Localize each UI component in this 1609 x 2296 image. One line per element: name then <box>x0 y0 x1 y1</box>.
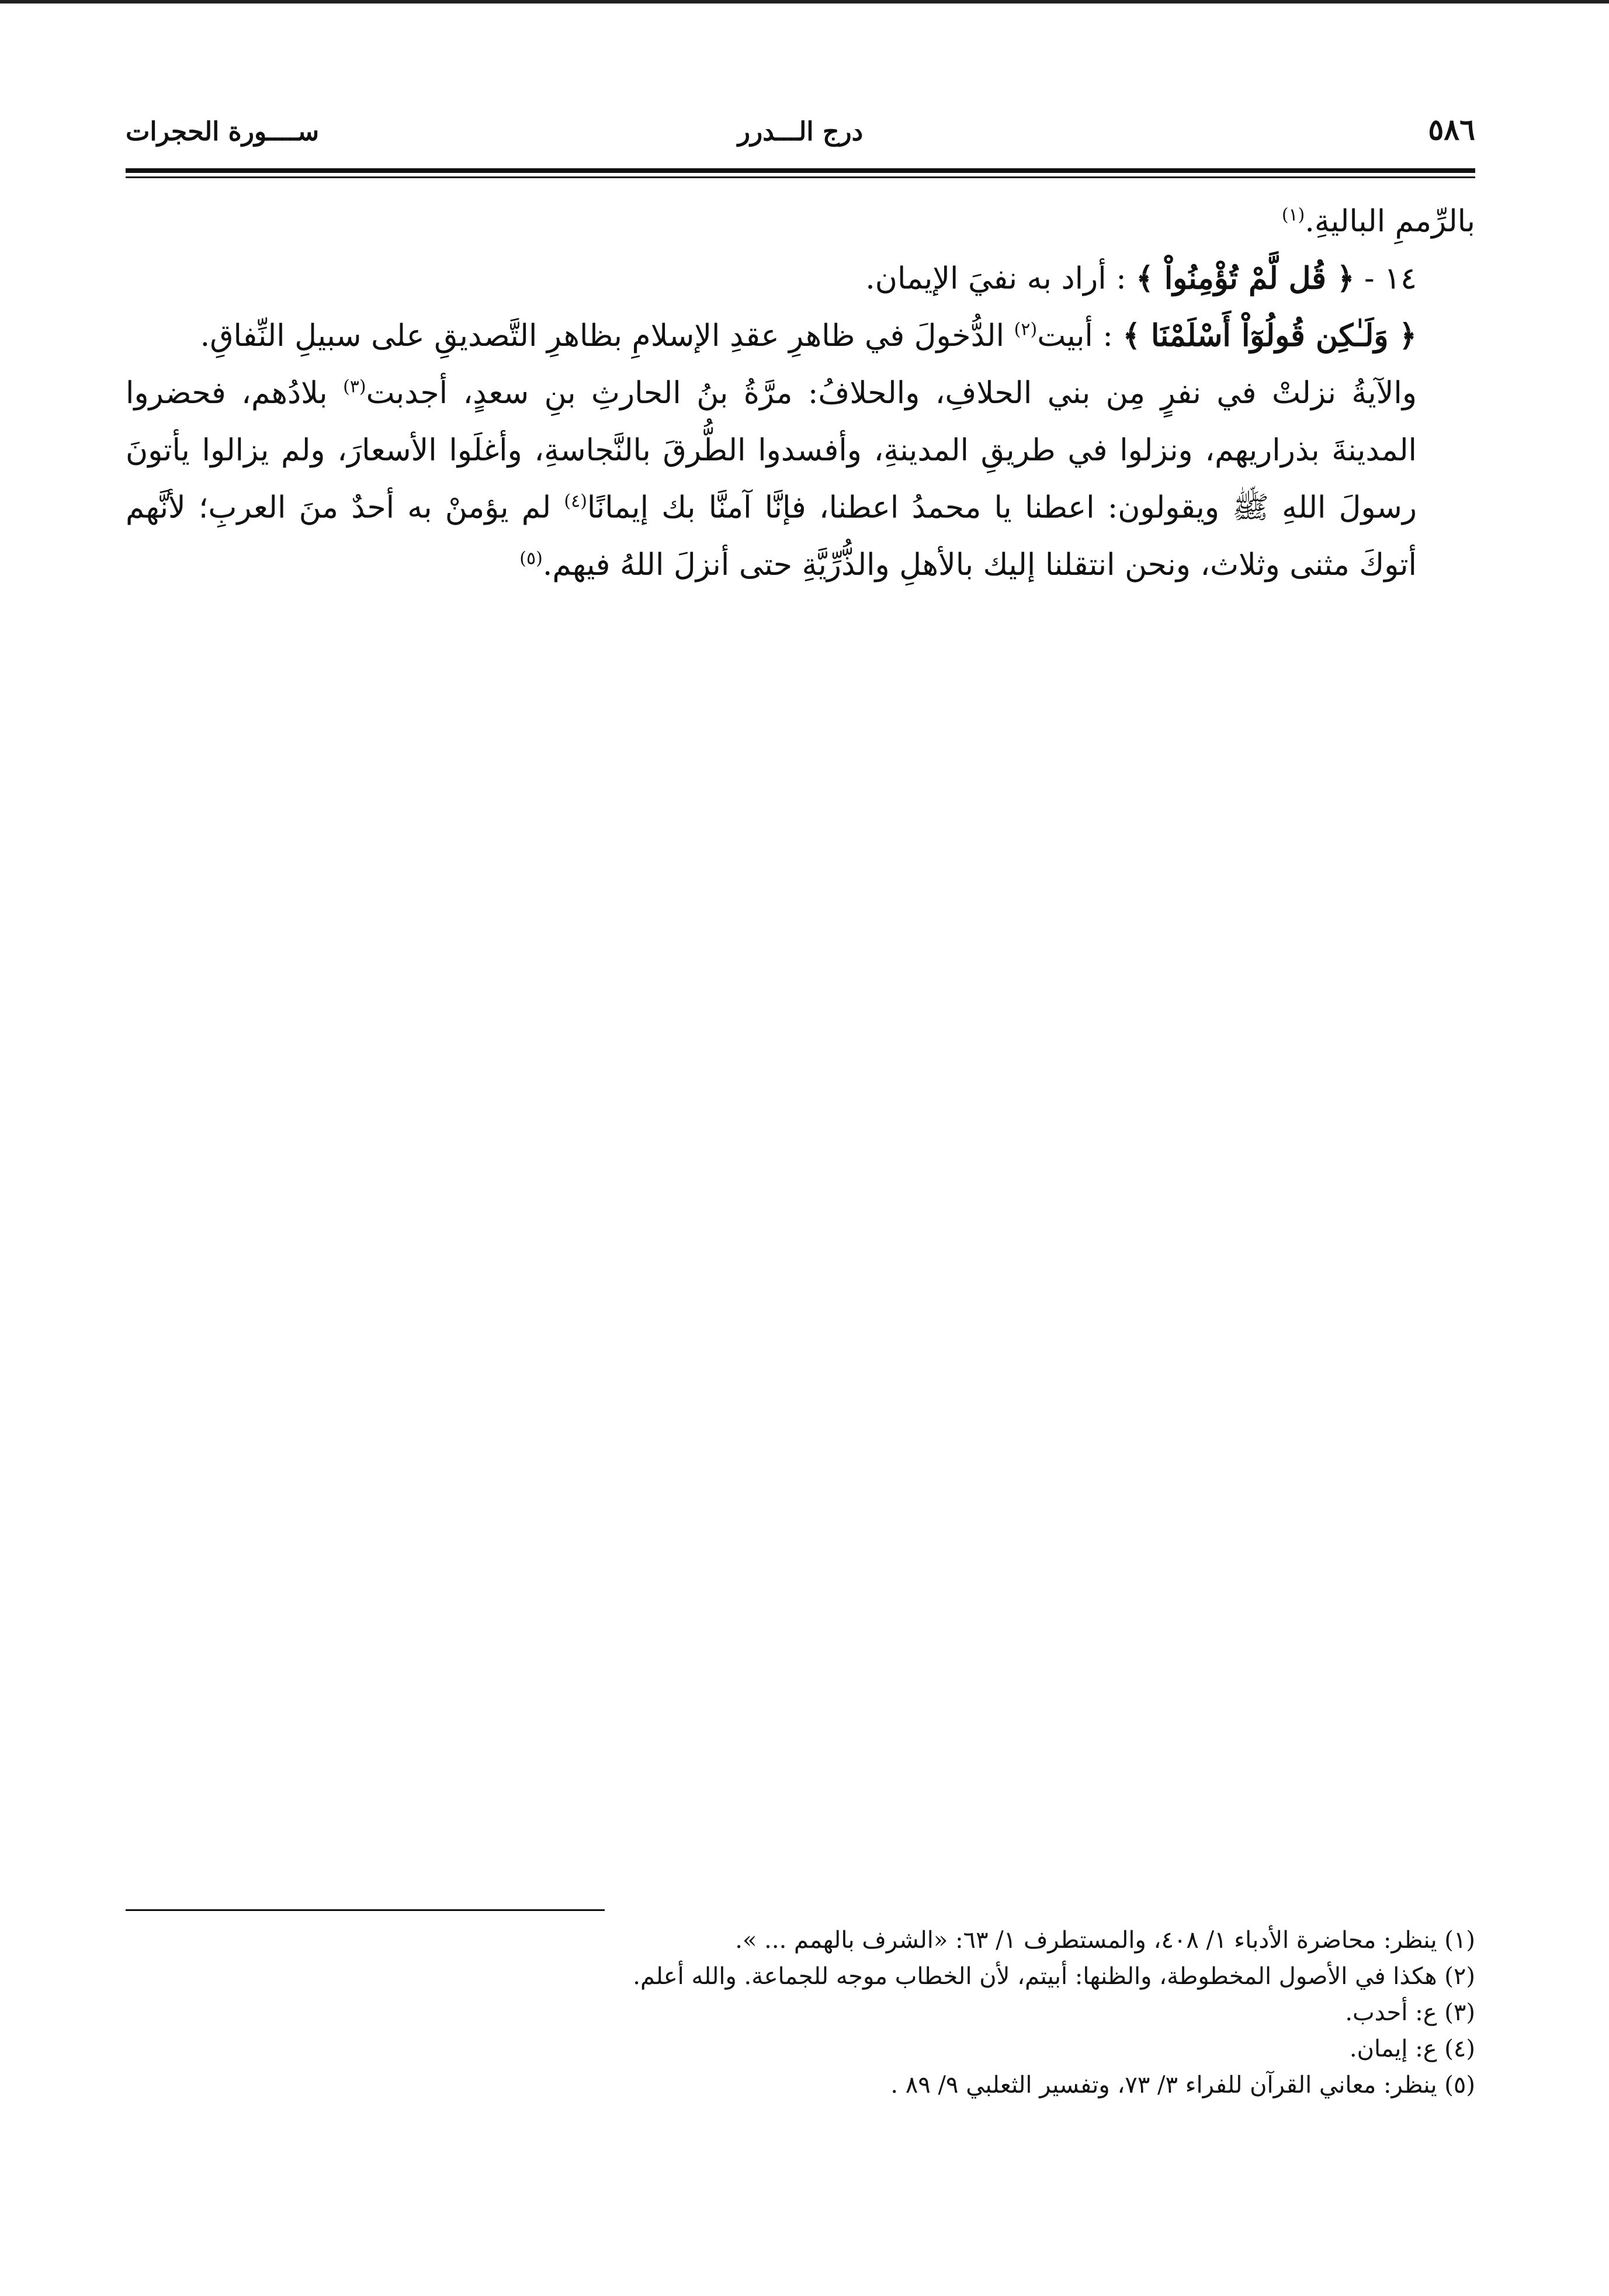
header-rule-thick <box>126 168 1475 173</box>
paragraph-1 <box>126 193 1475 250</box>
chapter-title: ســــورة الحجرات <box>126 117 320 147</box>
footnote-2: (٢) هكذا في الأصول المخطوطة، والظنها: أبيتم، لأن الخطاب موجه للجماعة. والله أعلم. <box>633 1963 1475 1990</box>
paragraph-1-text: بالرِّممِ الباليةِ. <box>1305 204 1475 239</box>
header-rule-thin <box>126 176 1475 178</box>
paragraph-3 <box>126 307 1475 365</box>
paragraph-2-text: : أراد به نفيَ الإيمان. <box>865 261 1136 296</box>
page-top-border <box>0 0 1609 4</box>
footnote-separator <box>126 1909 605 1911</box>
page-number: ٥٨٦ <box>1428 112 1475 147</box>
paragraph-4-text-a: والآيةُ نزلتْ في نفرٍ مِن بني الحلافِ، والحلافُ: مرَّةُ بنُ الحارثِ بنِ سعدٍ، أجدبت <box>366 376 1417 411</box>
paragraph-3-text-a: : أبيت <box>1037 318 1123 353</box>
footnote-ref-2: (٢) <box>1014 319 1038 340</box>
paragraph-3-text-b: الدُّخولَ في ظاهرِ عقدِ الإسلامِ بظاهرِ التَّصديقِ على سبيلِ النِّفاقِ. <box>200 318 1014 353</box>
running-header <box>126 105 1475 164</box>
footnote-3: (٣) ع: أحدب. <box>1345 1999 1475 2026</box>
document-page <box>126 105 1475 2099</box>
paragraph-4 <box>126 365 1475 594</box>
footnotes <box>126 1922 1475 2103</box>
footnote-4: (٤) ع: إيمان. <box>1349 2035 1475 2062</box>
paragraph-4-text-b: بلادُهم، فحضروا المدينةَ بذراريهم، ونزلوا في طريقِ المدينةِ، وأفسدوا الطُّرقَ بالنَّجاسةِ، وأغلَوا الأسعارَ، ولم يزالوا يأتونَ رسولَ اللهِ ﷺ ويقولون: اعطنا يا محمدُ اعطنا، فإنَّا آمنَّا بك إيمانًا <box>126 376 1417 525</box>
paragraph-4-text-c: لم يؤمنْ به أحدٌ منَ العربِ؛ لأنَّهم أتوكَ مثنى وثلاث، ونحن انتقلنا إليك بالأهلِ والذُّرِّيَّةِ حتى أنزلَ اللهُ فيهم. <box>126 490 1417 582</box>
main-text <box>126 193 1475 594</box>
verse-number: ١٤ - <box>1354 261 1417 296</box>
book-title: درج الـــدرر <box>737 117 864 147</box>
footnote-5: (٥) ينظر: معاني القرآن للفراء ٣/ ٧٣، وتفسير الثعلبي ٩/ ٨٩ . <box>890 2072 1475 2099</box>
footnote-ref-1: (١) <box>1281 204 1305 226</box>
footnote-ref-4: (٤) <box>564 491 587 512</box>
paragraph-2 <box>126 250 1475 307</box>
footnote-1: (١) ينظر: محاضرة الأدباء ١/ ٤٠٨، والمستطرف ١/ ٦٣: «الشرف بالهمم ... ». <box>735 1927 1475 1954</box>
quran-quote-1: ﴿ قُل لَّمْ تُؤْمِنُواْ ﴾ <box>1136 261 1355 296</box>
quran-quote-2: ﴿ وَلَـٰكِن قُولُوٓاْ أَسْلَمْنَا ﴾ <box>1122 318 1417 353</box>
footnote-ref-3: (٣) <box>343 376 366 397</box>
footnote-ref-5: (٥) <box>519 548 543 569</box>
